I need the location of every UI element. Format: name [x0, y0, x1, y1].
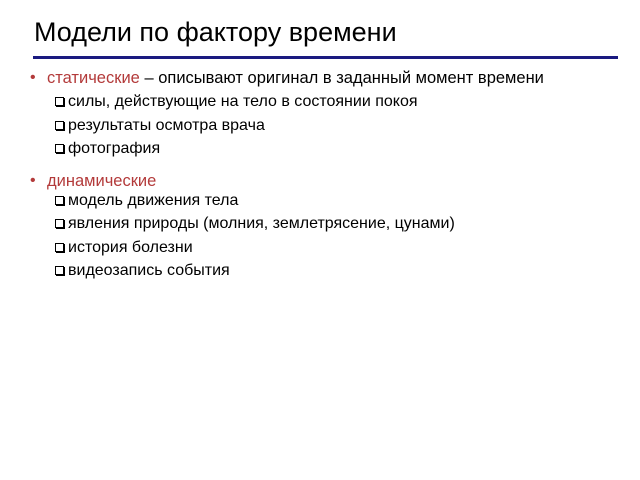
square-bullet-icon	[55, 121, 64, 130]
list-item	[53, 259, 628, 283]
bullet-static	[28, 66, 628, 90]
list-item	[53, 236, 628, 260]
slide-content	[28, 66, 628, 283]
slide-title: Модели по фактору времени	[34, 17, 397, 47]
term-dynamic: динамические	[47, 171, 157, 190]
static-examples-list	[53, 90, 628, 161]
description-static: – описывают оригинал в заданный момент времени	[139, 69, 544, 87]
bullet-dot-icon: •	[30, 171, 36, 189]
square-bullet-icon	[55, 144, 64, 153]
square-bullet-icon	[55, 243, 64, 252]
dynamic-examples-list	[53, 189, 628, 283]
list-item	[53, 212, 628, 236]
square-bullet-icon	[55, 196, 64, 205]
list-item-text: модель движения тела	[68, 191, 239, 209]
list-item-text: история болезни	[68, 238, 193, 256]
bullet-dot-icon: •	[30, 69, 36, 86]
list-item-text: силы, действующие на тело в состоянии покоя	[68, 93, 418, 110]
list-item-text: явления природы (молния, землетрясение, цунами)	[68, 215, 455, 232]
list-item	[53, 90, 628, 114]
list-item	[53, 137, 628, 161]
square-bullet-icon	[55, 266, 64, 275]
list-item-text: видеозапись события	[68, 262, 230, 279]
square-bullet-icon	[55, 97, 64, 106]
list-item	[53, 114, 628, 138]
title-underline	[33, 56, 618, 59]
term-static: статические	[47, 69, 140, 87]
square-bullet-icon	[55, 219, 64, 228]
list-item	[53, 189, 628, 213]
list-item-text: фотография	[68, 140, 161, 157]
list-item-text: результаты осмотра врача	[68, 116, 265, 134]
